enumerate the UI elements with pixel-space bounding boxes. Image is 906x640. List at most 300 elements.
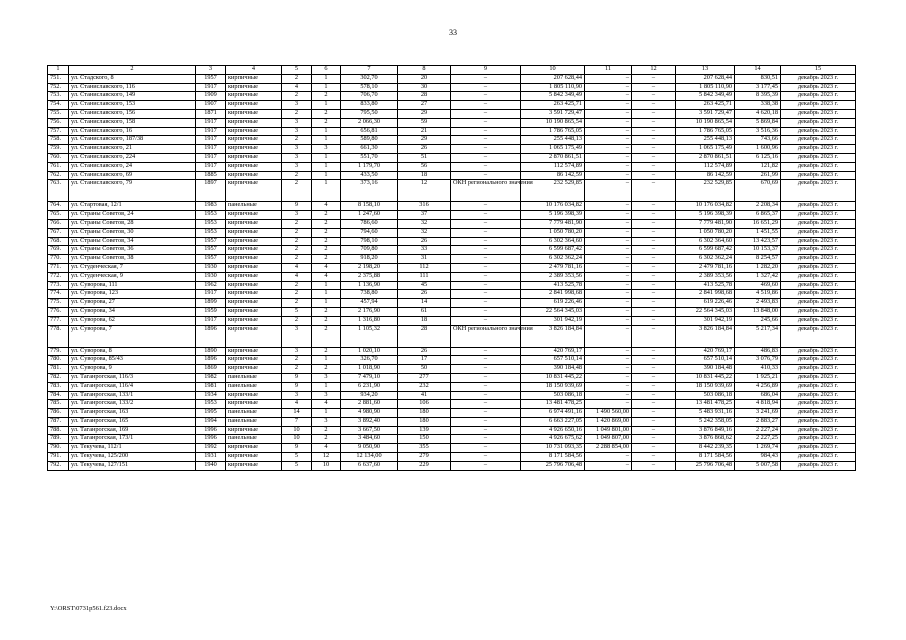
table-cell: – (451, 365, 521, 374)
table-cell: 21 (398, 127, 451, 136)
table-cell: – (632, 373, 676, 382)
table-row (48, 316, 856, 325)
table-cell: 6 974 491,16 (521, 409, 585, 418)
table-cell: 758. (48, 136, 69, 145)
table-cell: 232 529,85 (521, 180, 585, 202)
table-cell: 2 (312, 426, 341, 435)
table-cell: 1 065 175,49 (676, 145, 735, 154)
table-row (48, 426, 856, 435)
table-cell: 1917 (196, 153, 226, 162)
table-cell: 3 892,40 (341, 417, 398, 426)
table-row (48, 211, 856, 220)
table-cell: 10 831 445,22 (676, 373, 735, 382)
table-cell: 755. (48, 109, 69, 118)
table-cell: 1 179,70 (341, 162, 398, 171)
table-cell: 112 574,89 (676, 162, 735, 171)
table-cell: 4 (282, 263, 312, 272)
table-cell: 12 134,00 (341, 453, 398, 462)
table-cell: – (632, 263, 676, 272)
table-cell: ул. Таганрогская, 169 (69, 426, 196, 435)
column-header: 14 (735, 66, 781, 75)
table-cell: 551,70 (341, 153, 398, 162)
table-cell: – (632, 417, 676, 426)
table-cell: панельные (226, 417, 282, 426)
table-cell: 2 389 353,56 (676, 272, 735, 281)
table-cell: 782. (48, 373, 69, 382)
column-header: 2 (69, 66, 196, 75)
table-cell: 1896 (196, 325, 226, 347)
table-cell: 2 (282, 356, 312, 365)
table-cell: – (451, 263, 521, 272)
table-cell: ул. Станиславского, 158 (69, 118, 196, 127)
table-cell: – (632, 162, 676, 171)
table-cell: 773. (48, 281, 69, 290)
table-cell: 786. (48, 409, 69, 418)
table-cell: 1917 (196, 162, 226, 171)
table-cell: – (585, 162, 632, 171)
table-cell: 6 637,60 (341, 461, 398, 470)
table-cell: – (632, 219, 676, 228)
table-cell: 7 (282, 417, 312, 426)
table-cell: – (632, 109, 676, 118)
table-cell: – (585, 237, 632, 246)
table-cell: 355 (398, 444, 451, 453)
table-cell: – (585, 109, 632, 118)
table-cell: 390 184,48 (676, 365, 735, 374)
table-cell: 1981 (196, 382, 226, 391)
table-cell: 10 731 093,35 (521, 444, 585, 453)
table-cell: 2 (312, 325, 341, 347)
table-cell: декабрь 2023 г. (781, 417, 856, 426)
table-cell: 934,20 (341, 391, 398, 400)
table-cell: кирпичные (226, 228, 282, 237)
table-cell: 2 (282, 219, 312, 228)
table-cell: 619 226,46 (521, 299, 585, 308)
column-header: 1 (48, 66, 69, 75)
table-cell: – (451, 409, 521, 418)
table-cell: кирпичные (226, 180, 282, 202)
table-cell: 3 (312, 391, 341, 400)
table-cell: – (632, 356, 676, 365)
table-cell: 791. (48, 453, 69, 462)
table-cell: – (632, 92, 676, 101)
table-cell: 2 (312, 435, 341, 444)
table-row (48, 92, 856, 101)
table-cell: 754. (48, 101, 69, 110)
table-cell: 1934 (196, 391, 226, 400)
table-cell: 772. (48, 272, 69, 281)
table-cell: 27 (398, 101, 451, 110)
table-cell: 1 (312, 290, 341, 299)
table-cell: 1 (312, 180, 341, 202)
table-cell: 4 (312, 444, 341, 453)
table-cell: 7 779 481,90 (676, 219, 735, 228)
table-cell: 26 (398, 347, 451, 356)
table-cell: 764. (48, 202, 69, 211)
column-header: 6 (312, 66, 341, 75)
table-cell: 13 423,57 (735, 237, 781, 246)
table-cell: 263 425,71 (521, 101, 585, 110)
table-cell: – (451, 109, 521, 118)
table-cell: декабрь 2023 г. (781, 325, 856, 347)
table-cell: декабрь 2023 г. (781, 92, 856, 101)
table-cell: 10 176 034,82 (521, 202, 585, 211)
table-cell: 37 (398, 211, 451, 220)
table-cell: кирпичные (226, 101, 282, 110)
table-cell: 1917 (196, 127, 226, 136)
table-cell: – (585, 202, 632, 211)
table-cell: 3 484,60 (341, 435, 398, 444)
table-cell: 776. (48, 307, 69, 316)
table-cell: 686,04 (735, 391, 781, 400)
table-cell: 8 254,57 (735, 255, 781, 264)
column-header: 13 (676, 66, 735, 75)
table-cell: 413 525,78 (676, 281, 735, 290)
table-cell: кирпичные (226, 290, 282, 299)
table-cell: кирпичные (226, 391, 282, 400)
table-cell: – (632, 171, 676, 180)
table-cell: 1 (312, 101, 341, 110)
table-cell: – (585, 219, 632, 228)
table-cell: 1 316,80 (341, 316, 398, 325)
table-cell: 229 (398, 461, 451, 470)
table-cell: 486,83 (735, 347, 781, 356)
table-cell: 3 241,69 (735, 409, 781, 418)
table-cell: 1917 (196, 316, 226, 325)
table-cell: 783. (48, 382, 69, 391)
table-cell: 302,70 (341, 74, 398, 83)
table-cell: – (585, 290, 632, 299)
table-cell: панельные (226, 373, 282, 382)
table-cell: 14 (282, 409, 312, 418)
header-row (48, 66, 856, 75)
table-cell: ОКН регионального значения (451, 180, 521, 202)
table-cell: – (632, 444, 676, 453)
table-cell: 20 (398, 74, 451, 83)
table-row (48, 255, 856, 264)
table-cell: 918,20 (341, 255, 398, 264)
table-cell: 9 (282, 382, 312, 391)
table-cell: 8 158,10 (341, 202, 398, 211)
table-row (48, 417, 856, 426)
table-row (48, 391, 856, 400)
table-cell: ул. Студенческая, 9 (69, 272, 196, 281)
table-row (48, 299, 856, 308)
table-cell: – (451, 228, 521, 237)
table-cell: ул. Страны Советов, 34 (69, 237, 196, 246)
table-cell: – (451, 162, 521, 171)
table-cell: 9 (282, 444, 312, 453)
table-cell: 59 (398, 118, 451, 127)
table-cell: 756. (48, 118, 69, 127)
table-cell: 255 448,13 (521, 136, 585, 145)
table-cell: 1 786 765,05 (676, 127, 735, 136)
table-cell: декабрь 2023 г. (781, 211, 856, 220)
table-cell: 1 020,10 (341, 347, 398, 356)
table-cell: кирпичные (226, 109, 282, 118)
table-row (48, 272, 856, 281)
table-cell: – (585, 356, 632, 365)
table-cell: кирпичные (226, 136, 282, 145)
table-cell: 1953 (196, 400, 226, 409)
table-cell: 786,60 (341, 219, 398, 228)
table-cell: – (451, 219, 521, 228)
table-cell: – (632, 281, 676, 290)
table-cell: декабрь 2023 г. (781, 373, 856, 382)
table-cell: 10 176 034,82 (676, 202, 735, 211)
table-cell: ул. Таганрогская, 116/4 (69, 382, 196, 391)
table-cell: декабрь 2023 г. (781, 307, 856, 316)
table-body (48, 74, 856, 470)
table-cell: 457,94 (341, 299, 398, 308)
table-cell: 2 (282, 171, 312, 180)
table-cell: кирпичные (226, 400, 282, 409)
table-cell: – (585, 255, 632, 264)
table-cell: 2 (312, 118, 341, 127)
table-cell: 1896 (196, 356, 226, 365)
table-cell: 1957 (196, 255, 226, 264)
table-cell: – (585, 382, 632, 391)
table-cell: 1 786 765,05 (521, 127, 585, 136)
table-cell: 792. (48, 461, 69, 470)
table-cell: 33 (398, 246, 451, 255)
table-cell: 2 (312, 228, 341, 237)
table-row (48, 101, 856, 110)
table-cell: 1 049 801,00 (585, 426, 632, 435)
table-cell: 3 826 184,84 (676, 325, 735, 347)
table-cell: 789. (48, 435, 69, 444)
table-cell: 738,80 (341, 290, 398, 299)
table-cell: кирпичные (226, 307, 282, 316)
table-cell: 2 841 998,68 (521, 290, 585, 299)
table-cell: кирпичные (226, 347, 282, 356)
table-cell: 1917 (196, 145, 226, 154)
table-cell: 1 (312, 299, 341, 308)
table-cell: кирпичные (226, 153, 282, 162)
table-cell: 420 769,17 (521, 347, 585, 356)
table-cell: 1940 (196, 461, 226, 470)
table-cell: 5 483 931,16 (676, 409, 735, 418)
table-cell: 232 (398, 382, 451, 391)
table-cell: 112 (398, 263, 451, 272)
table-cell: 751. (48, 74, 69, 83)
table-row (48, 171, 856, 180)
table-cell: – (451, 272, 521, 281)
table-cell: 2 479 781,16 (521, 263, 585, 272)
table-cell: 6 599 687,42 (521, 246, 585, 255)
table-cell: 1992 (196, 444, 226, 453)
table-cell: кирпичные (226, 325, 282, 347)
table-cell: панельные (226, 409, 282, 418)
table-cell: декабрь 2023 г. (781, 299, 856, 308)
table-cell: 86 142,59 (676, 171, 735, 180)
table-cell: ул. Страны Советов, 28 (69, 219, 196, 228)
table-cell: 6 302 362,24 (676, 255, 735, 264)
table-cell: кирпичные (226, 316, 282, 325)
table-cell: 2 (282, 237, 312, 246)
table-cell: декабрь 2023 г. (781, 101, 856, 110)
table-row (48, 74, 856, 83)
table-cell: ул. Суворова, 27 (69, 299, 196, 308)
table-cell: 6 865,37 (735, 211, 781, 220)
table-row (48, 461, 856, 470)
table-cell: 2 (312, 92, 341, 101)
table-cell: 5 242 358,05 (676, 417, 735, 426)
table-cell: декабрь 2023 г. (781, 74, 856, 83)
table-row (48, 365, 856, 374)
table-cell: – (451, 127, 521, 136)
table-cell: – (585, 307, 632, 316)
table-cell: 1 (312, 83, 341, 92)
table-cell: – (451, 461, 521, 470)
table-cell: 1 490 560,00 (585, 409, 632, 418)
table-cell: 774. (48, 290, 69, 299)
table-cell: 4 (312, 202, 341, 211)
table-cell: 301 942,19 (676, 316, 735, 325)
table-cell: декабрь 2023 г. (781, 127, 856, 136)
table-cell: – (632, 246, 676, 255)
table-cell: 2 (282, 228, 312, 237)
table-cell: – (632, 211, 676, 220)
table-cell: – (585, 272, 632, 281)
table-cell: 1957 (196, 246, 226, 255)
table-cell: 180 (398, 409, 451, 418)
table-cell: 2 (282, 109, 312, 118)
table-cell: 5 842 349,49 (521, 92, 585, 101)
table-cell: 10 (282, 426, 312, 435)
table-cell: 121,82 (735, 162, 781, 171)
table-cell: 2 176,90 (341, 307, 398, 316)
table-cell: – (451, 255, 521, 264)
table-cell: декабрь 2023 г. (781, 316, 856, 325)
table-cell: ул. Таганрогская, 173/1 (69, 435, 196, 444)
table-cell: 1983 (196, 202, 226, 211)
table-cell: 6 663 227,05 (521, 417, 585, 426)
table-cell: 656,81 (341, 127, 398, 136)
table-cell: ул. Страны Советов, 24 (69, 211, 196, 220)
table-cell: панельные (226, 435, 282, 444)
table-cell: 1994 (196, 417, 226, 426)
table-cell: кирпичные (226, 162, 282, 171)
table-cell: декабрь 2023 г. (781, 453, 856, 462)
table-cell: – (632, 237, 676, 246)
table-cell: – (632, 365, 676, 374)
table-cell: ул. Суворова, 123 (69, 290, 196, 299)
table-cell: 1 (312, 153, 341, 162)
table-cell: декабрь 2023 г. (781, 365, 856, 374)
table-cell: 410,33 (735, 365, 781, 374)
table-cell: 1 805 110,90 (521, 83, 585, 92)
table-cell: – (585, 400, 632, 409)
table-cell: ул. Станиславского, 187/38 (69, 136, 196, 145)
table-cell: 5 842 349,49 (676, 92, 735, 101)
table-cell: 775. (48, 299, 69, 308)
table-cell: – (451, 426, 521, 435)
table-cell: 277 (398, 373, 451, 382)
table-cell: 709,80 (341, 246, 398, 255)
table-cell: – (451, 74, 521, 83)
table-cell: 4 926 650,16 (521, 426, 585, 435)
table-cell: ул. Таганрогская, 163 (69, 409, 196, 418)
table-cell: 766. (48, 219, 69, 228)
table-cell: 4 (282, 400, 312, 409)
table-cell: – (632, 316, 676, 325)
table-cell: 18 150 939,69 (521, 382, 585, 391)
table-cell: кирпичные (226, 118, 282, 127)
table-cell: 2 (312, 255, 341, 264)
table-cell: – (632, 453, 676, 462)
table-cell: декабрь 2023 г. (781, 356, 856, 365)
column-header: 9 (451, 66, 521, 75)
table-cell: кирпичные (226, 74, 282, 83)
table-cell: – (632, 409, 676, 418)
table-cell: 2 (312, 365, 341, 374)
table-cell: 3 516,36 (735, 127, 781, 136)
table-cell: 795,50 (341, 109, 398, 118)
table-cell: – (451, 417, 521, 426)
table-cell: кирпичные (226, 365, 282, 374)
table-cell: 781. (48, 365, 69, 374)
table-cell: 10 153,37 (735, 246, 781, 255)
table-cell: 1 136,90 (341, 281, 398, 290)
table-cell: ул. Суворова, 7 (69, 325, 196, 347)
table-cell: 4 (312, 400, 341, 409)
table-row (48, 325, 856, 347)
table-cell: 765. (48, 211, 69, 220)
table-cell: 7 479,10 (341, 373, 398, 382)
table-cell: 1917 (196, 118, 226, 127)
table-cell: кирпичные (226, 281, 282, 290)
housing-table (47, 65, 856, 471)
table-row (48, 246, 856, 255)
column-header: 7 (341, 66, 398, 75)
table-cell: ул. Таганрогская, 133/1 (69, 391, 196, 400)
table-cell: 2 479 781,16 (676, 263, 735, 272)
table-row (48, 453, 856, 462)
table-cell: 1869 (196, 365, 226, 374)
table-cell: кирпичные (226, 453, 282, 462)
table-row (48, 136, 856, 145)
table-cell: 420 769,17 (676, 347, 735, 356)
table-cell: ул. Суворова, 9 (69, 365, 196, 374)
table-cell: 1957 (196, 74, 226, 83)
table-cell: 1 269,74 (735, 444, 781, 453)
table-cell: – (451, 316, 521, 325)
table-cell: – (585, 246, 632, 255)
table-cell: 2 208,34 (735, 202, 781, 211)
table-cell: – (632, 118, 676, 127)
table-cell: – (632, 426, 676, 435)
table-cell: 771. (48, 263, 69, 272)
table-cell: 1 (312, 136, 341, 145)
table-cell: 1931 (196, 453, 226, 462)
table-cell: 760. (48, 153, 69, 162)
table-cell: 762. (48, 171, 69, 180)
table-cell: – (585, 373, 632, 382)
table-cell: 207 628,44 (676, 74, 735, 83)
table-cell: – (585, 127, 632, 136)
table-cell: 8 442 239,35 (676, 444, 735, 453)
table-cell: ул. Станиславского, 24 (69, 162, 196, 171)
table-row (48, 83, 856, 92)
table-cell: 6 302 364,60 (676, 237, 735, 246)
table-cell: 1962 (196, 281, 226, 290)
table-cell: 759. (48, 145, 69, 154)
table-cell: 984,43 (735, 453, 781, 462)
table-cell: 1 600,96 (735, 145, 781, 154)
table-cell: 2 (312, 316, 341, 325)
table-cell: – (451, 118, 521, 127)
